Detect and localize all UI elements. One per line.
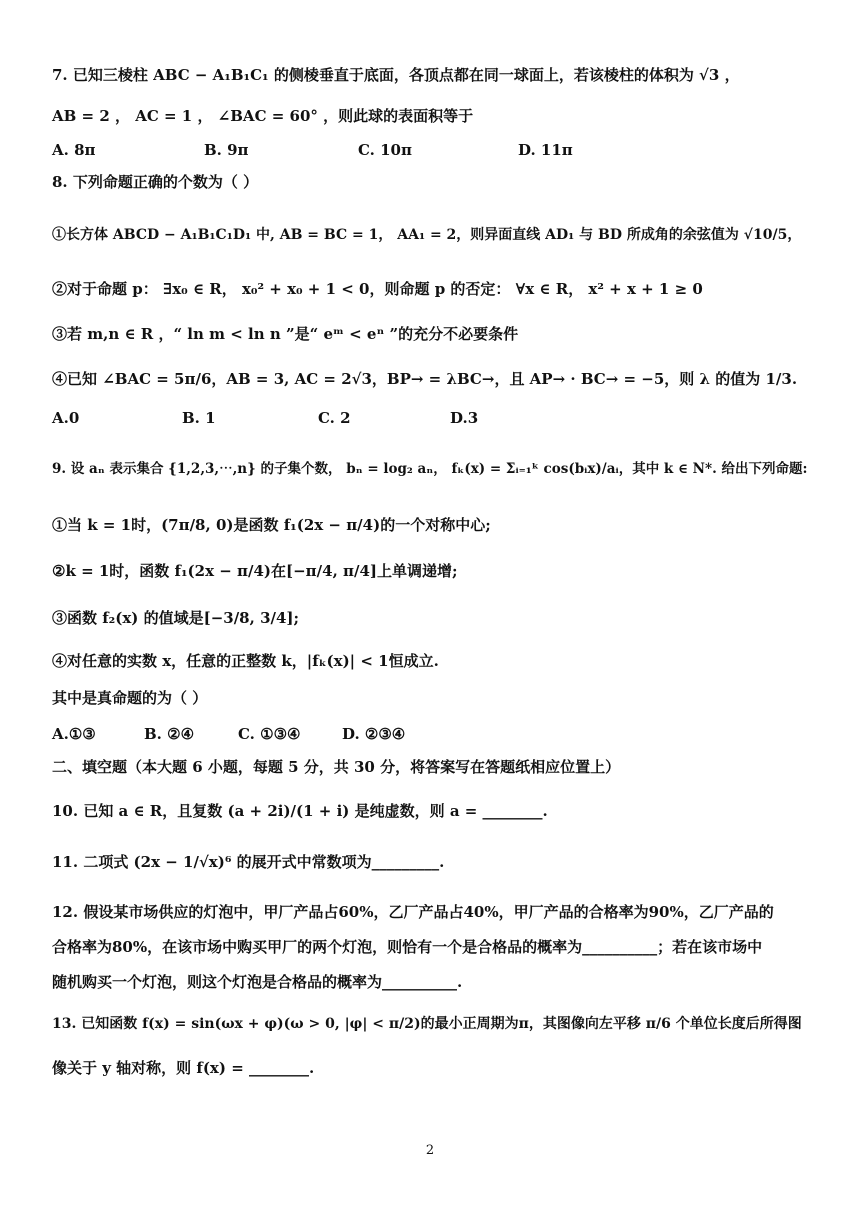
q7-line1: 7. 已知三棱柱 ABC − A₁B₁C₁ 的侧棱垂直于底面，各顶点都在同一球面上，若该棱柱的体积为 √3 ， bbox=[52, 66, 740, 84]
q7-line2: AB = 2 ， AC = 1 ， ∠BAC = 60° ，则此球的表面积等于 bbox=[52, 107, 474, 125]
q9-item-4: ④对任意的实数 x，任意的正整数 k，|fₖ(x)| < 1恒成立. bbox=[52, 652, 439, 670]
q12-line1: 12. 假设某市场供应的灯泡中，甲厂产品占60%，乙厂产品占40%，甲厂产品的合格率为90%，乙厂产品的 bbox=[52, 903, 774, 921]
q9-item-2: ②k = 1时，函数 f₁(2x − π/4)在[−π/4, π/4]上单调递增; bbox=[52, 562, 458, 580]
q8-choice-d: D.3 bbox=[450, 409, 479, 427]
q9-choice-a: A.①③ bbox=[52, 725, 96, 743]
q8-item-3: ③若 m,n ∈ R ，“ ln m < ln n ”是“ eᵐ < eⁿ ”的充分不必要条件 bbox=[52, 325, 519, 343]
q8-choices bbox=[52, 407, 810, 429]
q9-choice-c: C. ①③④ bbox=[238, 725, 301, 743]
q8-item-4: ④已知 ∠BAC = 5π/6，AB = 3, AC = 2√3，BP→ = λBC→，且 AP→ · BC→ = −5，则 λ 的值为 1/3. bbox=[52, 370, 798, 388]
q7-choice-b: B. 9π bbox=[204, 141, 249, 159]
page-number: 2 bbox=[425, 1143, 435, 1158]
q9-stem: 9. 设 aₙ 表示集合 {1,2,3,⋯,n} 的子集个数， bₙ = log₂ aₙ， fₖ(x) = Σᵢ₌₁ᵏ cos(bᵢx)/aᵢ，其中 k ∈ N*. 给出下列命题: bbox=[52, 461, 808, 477]
q9-choices bbox=[52, 723, 810, 745]
q8-choice-b: B. 1 bbox=[182, 409, 216, 427]
section-heading: 二、填空题（本大题 6 小题，每题 5 分，共 30 分，将答案写在答题纸相应位置上） bbox=[52, 758, 621, 776]
q9-item-1: ①当 k = 1时，(7π/8, 0)是函数 f₁(2x − π/4)的一个对称中心; bbox=[52, 516, 491, 534]
q9-ask: 其中是真命题的为（ ） bbox=[52, 689, 208, 707]
q9-item-3: ③函数 f₂(x) 的值域是[−3/8, 3/4]; bbox=[52, 609, 300, 627]
q7-choice-c: C. 10π bbox=[358, 141, 412, 159]
q8-stem: 8. 下列命题正确的个数为（ ） bbox=[52, 173, 259, 191]
q11: 11. 二项式 (2x − 1/√x)⁶ 的展开式中常数项为_________. bbox=[52, 853, 445, 871]
q8-item-2: ②对于命题 p： ∃x₀ ∈ R， x₀² + x₀ + 1 < 0，则命题 p 的否定： ∀x ∈ R， x² + x + 1 ≥ 0 bbox=[52, 280, 703, 298]
q7-choice-a: A. 8π bbox=[52, 141, 96, 159]
q13-line1: 13. 已知函数 f(x) = sin(ωx + φ)(ω > 0, |φ| < π/2)的最小正周期为π，其图像向左平移 π/6 个单位长度后所得图 bbox=[52, 1016, 802, 1032]
q12-line2: 合格率为80%，在该市场中购买甲厂的两个灯泡，则恰有一个是合格品的概率为__________；若在该市场中 bbox=[52, 938, 763, 956]
q12-line3: 随机购买一个灯泡，则这个灯泡是合格品的概率为__________. bbox=[52, 973, 463, 991]
q7-choice-d: D. 11π bbox=[518, 141, 573, 159]
q8-item-1: ①长方体 ABCD − A₁B₁C₁D₁ 中, AB = BC = 1， AA₁ = 2，则异面直线 AD₁ 与 BD 所成角的余弦值为 √10/5， bbox=[52, 227, 802, 243]
q10: 10. 已知 a ∈ R，且复数 (a + 2i)/(1 + i) 是纯虚数，则 a = ________. bbox=[52, 802, 548, 820]
q9-choice-d: D. ②③④ bbox=[342, 725, 406, 743]
q8-choice-a: A.0 bbox=[52, 409, 80, 427]
q7-choices bbox=[52, 139, 810, 161]
q8-choice-c: C. 2 bbox=[318, 409, 351, 427]
q9-choice-b: B. ②④ bbox=[144, 725, 195, 743]
q13-line2: 像关于 y 轴对称，则 f(x) = ________. bbox=[52, 1059, 315, 1077]
